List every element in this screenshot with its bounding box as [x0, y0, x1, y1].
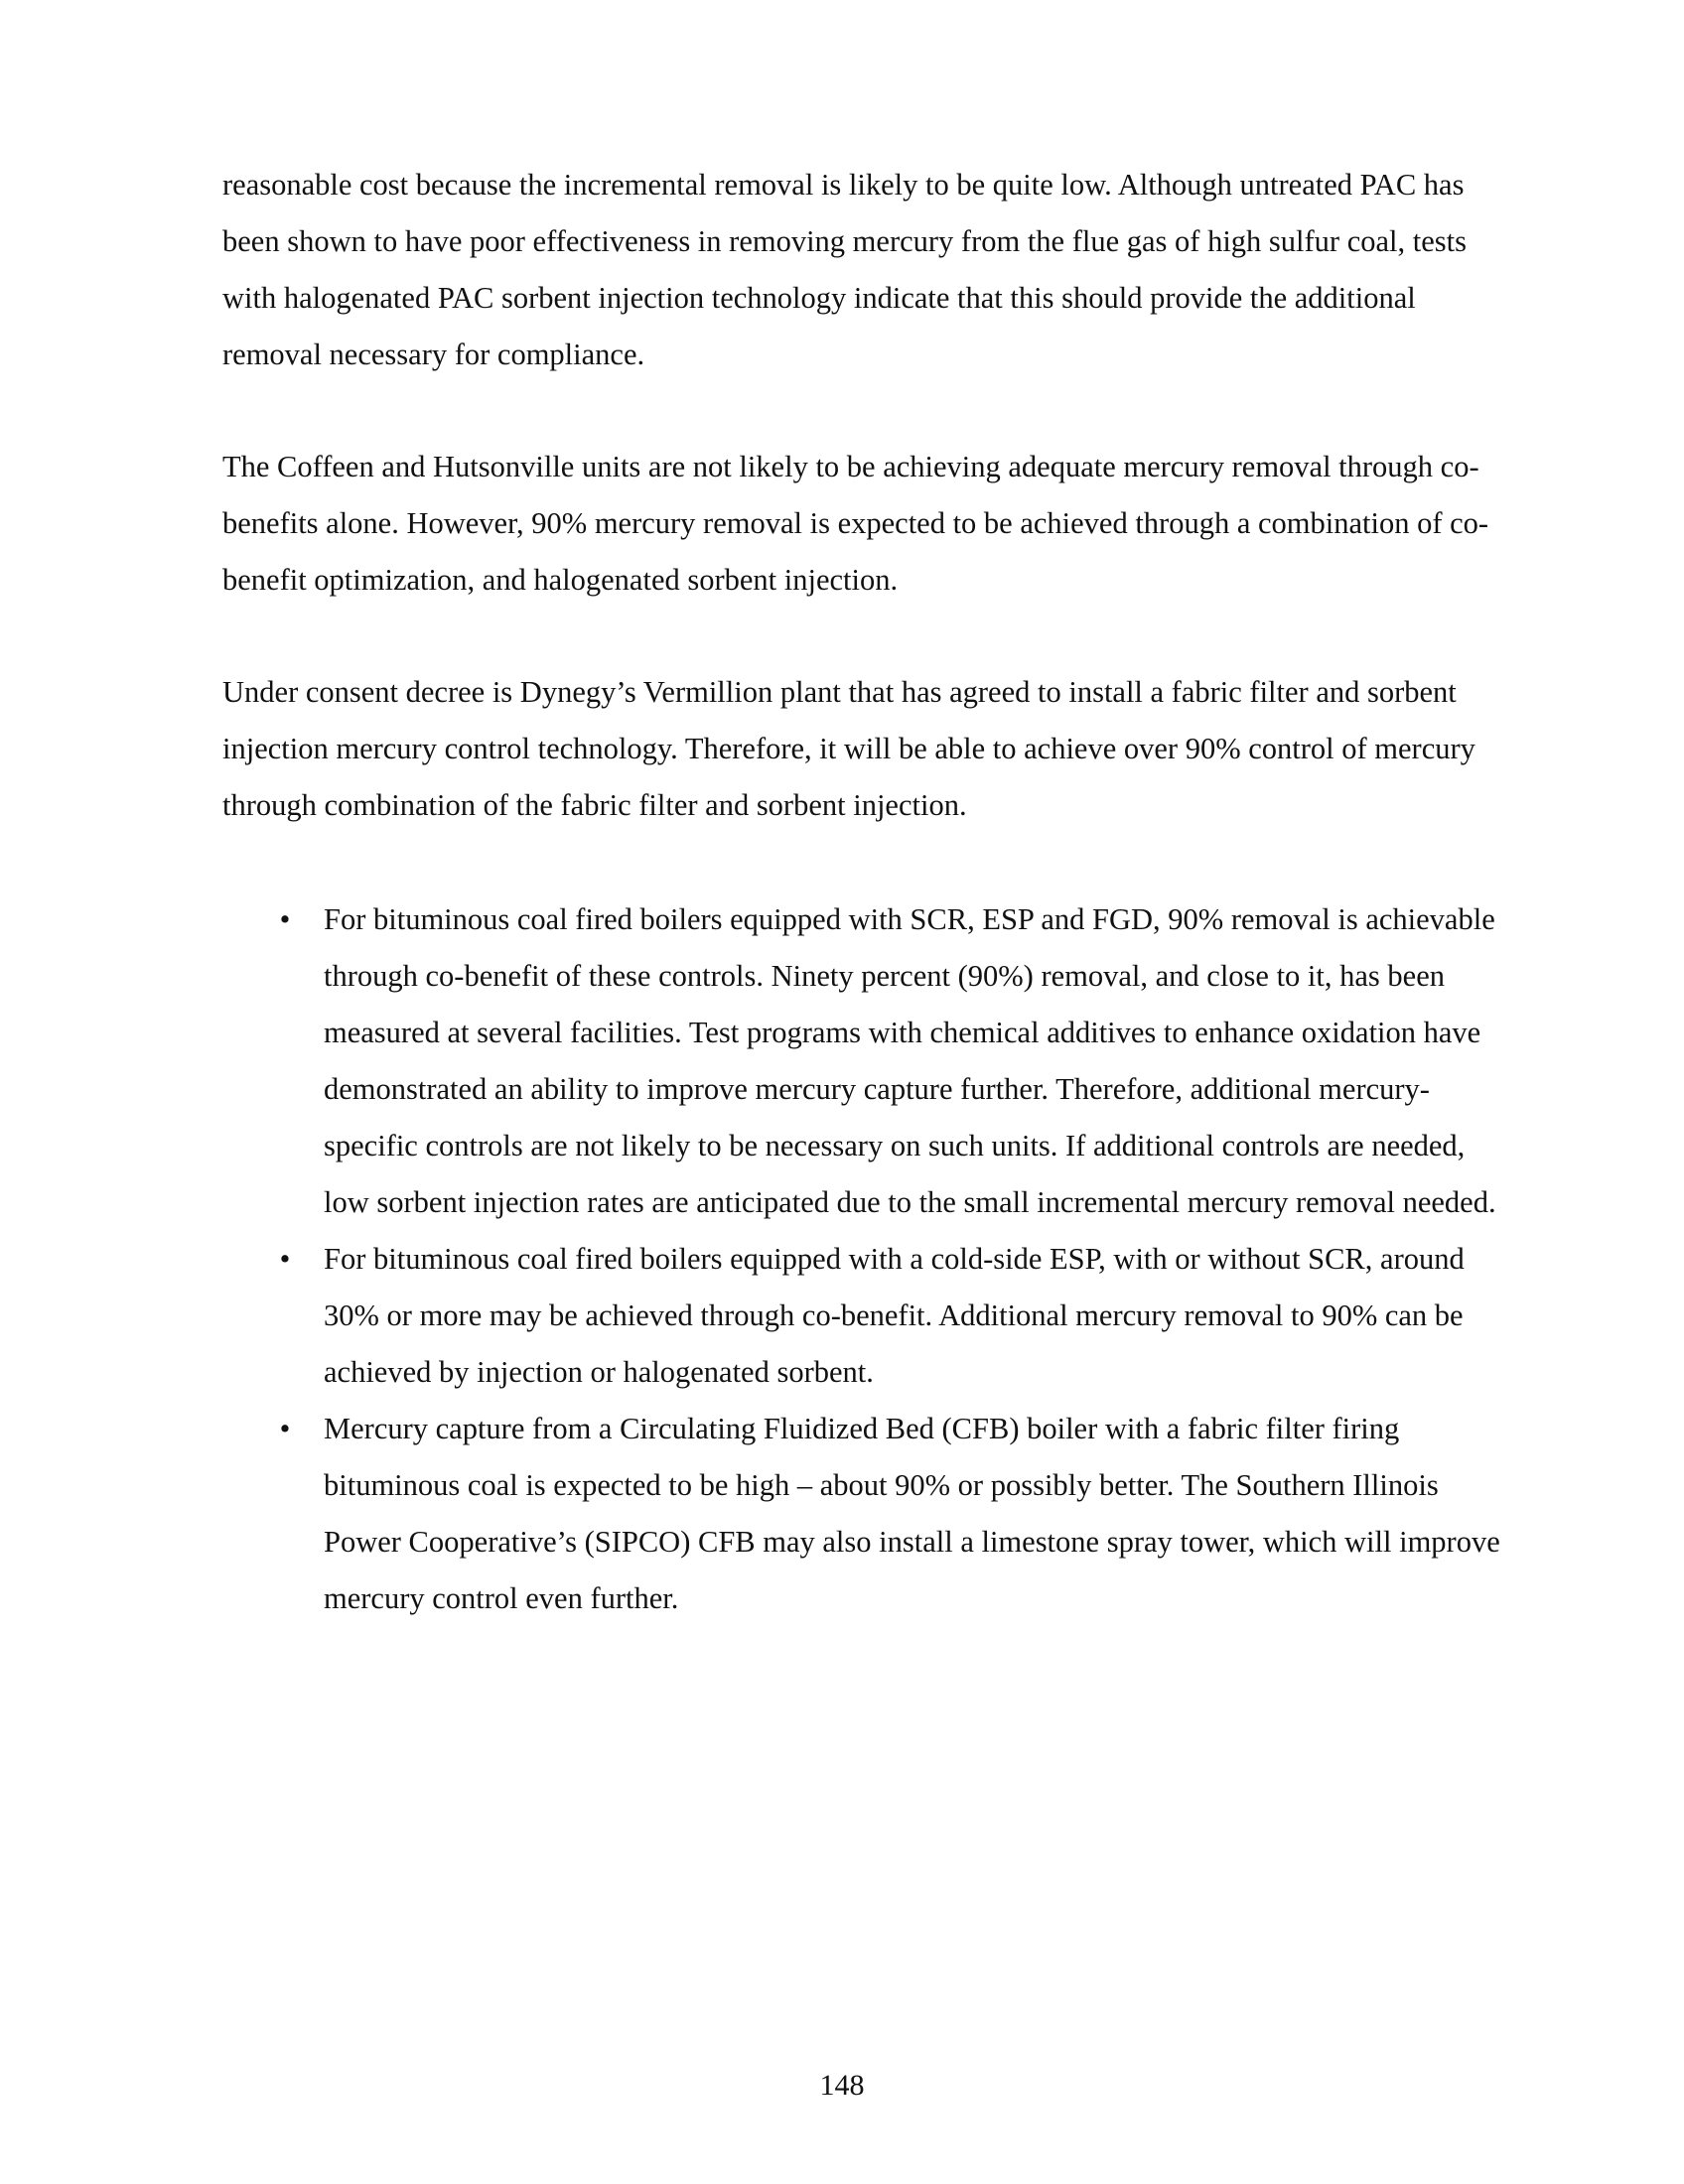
- paragraph-pac-cost: reasonable cost because the incremental removal is likely to be quite low. Although untreated PAC has been shown to have poor effectiveness in removing mercury from the flue gas of high sulfur coal, tests with halogenated PAC sorbent injection technology indicate that this should provide the additional removal necessary for compliance.: [222, 168, 1467, 371]
- bullet-list: [222, 891, 1503, 1627]
- list-item: [222, 1401, 1503, 1627]
- list-item: [222, 891, 1503, 1231]
- list-item: [222, 1231, 1503, 1401]
- page-body: [222, 157, 1503, 1627]
- paragraph-coffeen-hutsonville: The Coffeen and Hutsonville units are not likely to be achieving adequate mercury removal through co-benefits alone. However, 90% mercury removal is expected to be achieved through a combination of co-benefit optimization, and halogenated sorbent injection.: [222, 450, 1489, 597]
- list-item-text: For bituminous coal fired boilers equipped with a cold-side ESP, with or without SCR, around 30% or more may be achieved through co-benefit. Additional mercury removal to 90% can be achieved by injection or halogenated sorbent.: [324, 1242, 1465, 1389]
- list-item-text: For bituminous coal fired boilers equipped with SCR, ESP and FGD, 90% removal is achievable through co-benefit of these controls. Ninety percent (90%) removal, and close to it, has been measured at several facilities. Test programs with chemical additives to enhance oxidation have demonstrated an ability to improve mercury capture further. Therefore, additional mercury-specific controls are not likely to be necessary on such units. If additional controls are needed, low sorbent injection rates are anticipated due to the small incremental mercury removal needed.: [324, 902, 1496, 1219]
- bullet-icon: •: [279, 902, 291, 936]
- list-item-text: Mercury capture from a Circulating Fluidized Bed (CFB) boiler with a fabric filter firing bituminous coal is expected to be high – about 90% or possibly better. The Southern Illinois Power Cooperative’s (SIPCO) CFB may also install a limestone spray tower, which will improve mercury control even further.: [324, 1412, 1500, 1615]
- bullet-icon: •: [279, 1412, 291, 1445]
- bullet-icon: •: [279, 1242, 291, 1276]
- page-number: 148: [819, 2069, 865, 2102]
- paragraph-vermillion-consent-decree: Under consent decree is Dynegy’s Vermillion plant that has agreed to install a fabric filter and sorbent injection mercury control technology. Therefore, it will be able to achieve over 90% control of mercury through combination of the fabric filter and sorbent injection.: [222, 675, 1475, 822]
